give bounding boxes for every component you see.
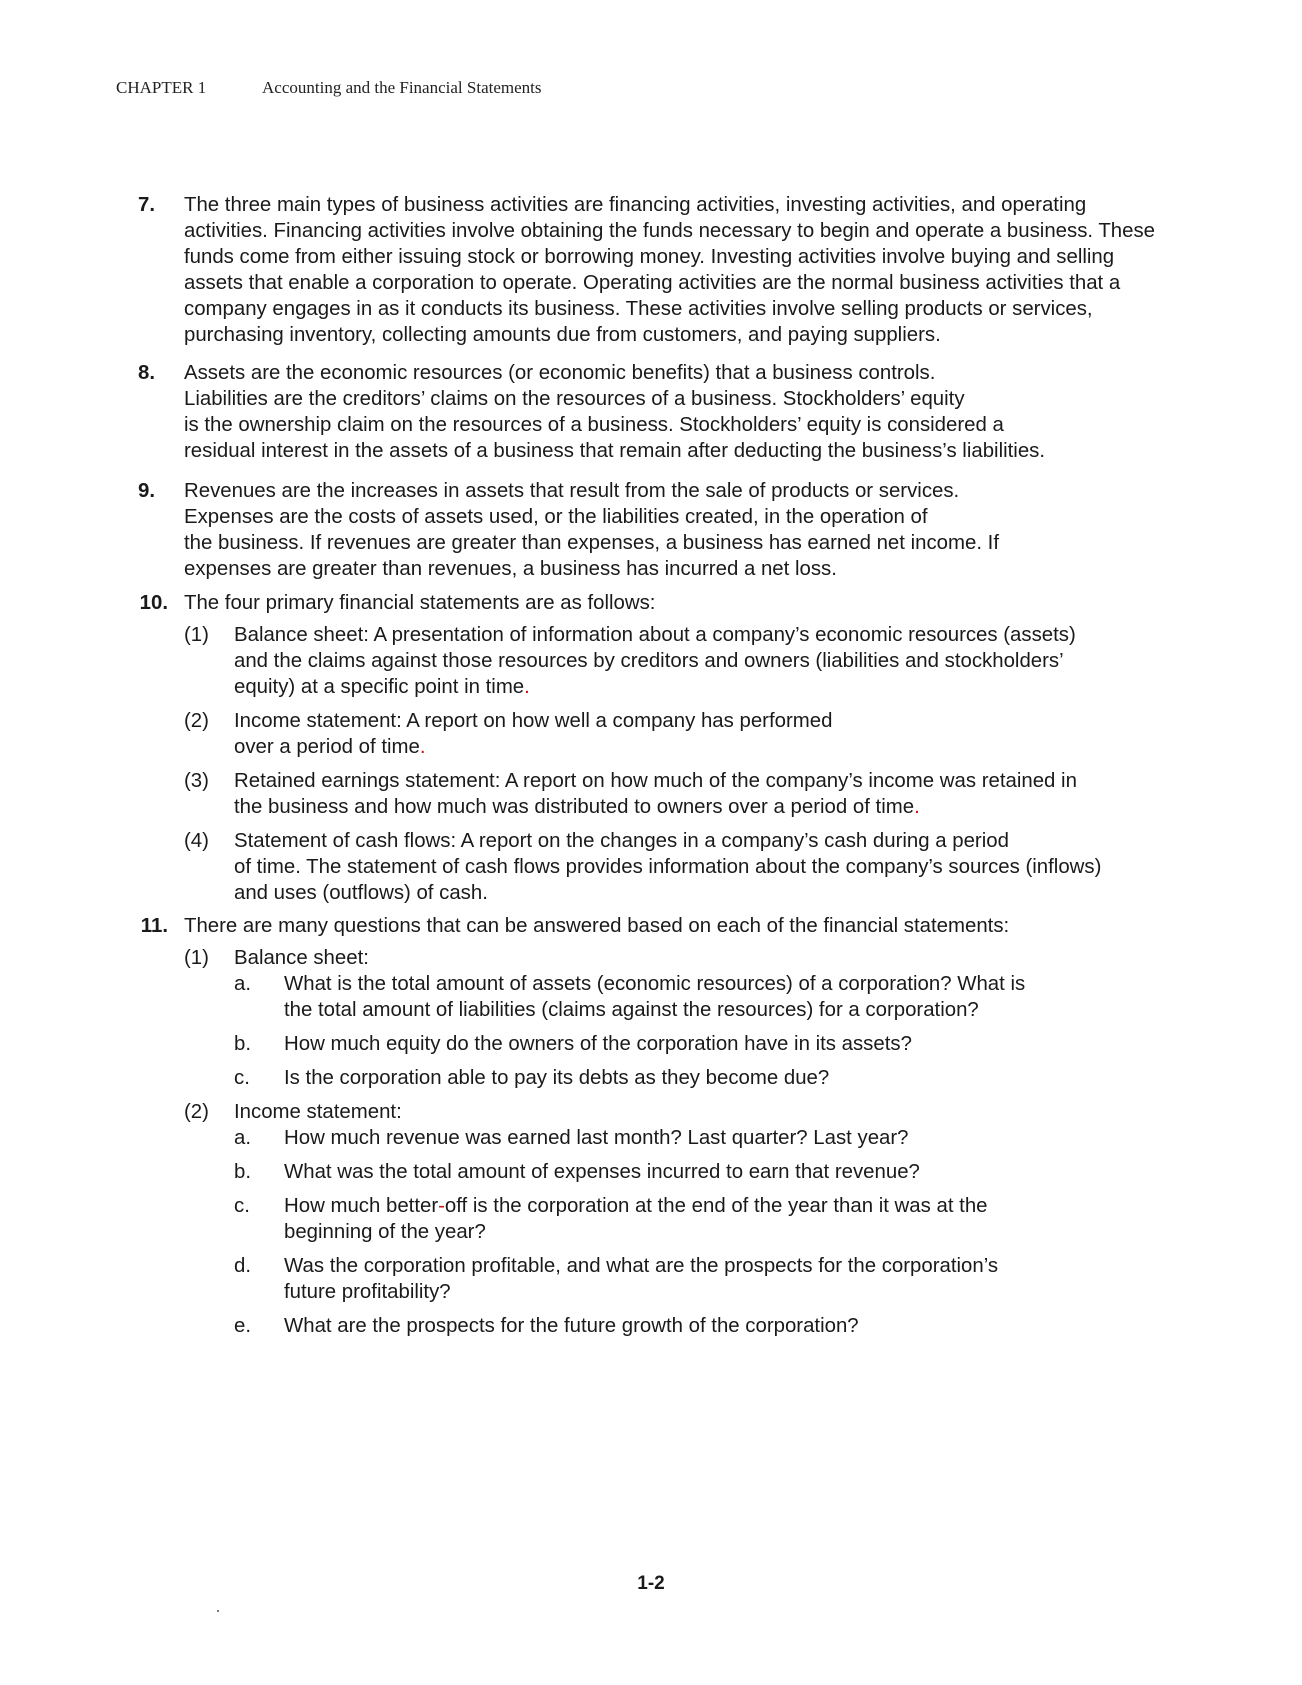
item-line: Income statement: A report on how well a company has performed — [234, 710, 833, 732]
answer-number: 11. — [140, 915, 168, 937]
item-line: over a period of time — [234, 736, 420, 758]
statement-label: Balance sheet: — [234, 947, 369, 969]
question-item — [234, 1159, 1170, 1185]
page-number: 1-2 — [637, 1573, 665, 1594]
answer-line: Revenues are the increases in assets that result from the sale of products or services. — [184, 480, 960, 502]
answer-intro: The four primary financial statements are as follows: — [184, 592, 656, 614]
answer-line: Assets are the economic resources (or economic benefits) that a business controls. — [184, 362, 936, 384]
chapter-title: Accounting and the Financial Statements — [262, 78, 542, 97]
answer-intro: There are many questions that can be answered based on each of the financial statements: — [184, 915, 1010, 937]
answer-11 — [130, 913, 1170, 1339]
item-line: Statement of cash flows: A report on the changes in a company’s cash during a period — [234, 830, 1009, 852]
answer-line: Liabilities are the creditors’ claims on the resources of a business. Stockholders’ equity — [184, 388, 965, 410]
answer-7 — [130, 192, 1164, 348]
answer-line: residual interest in the assets of a business that remain after deducting the business’s liabilities. — [184, 440, 1046, 462]
answer-list — [130, 192, 1170, 1339]
question-item — [234, 1193, 1024, 1245]
question-letter: a. — [234, 1127, 252, 1149]
question-letter: b. — [234, 1033, 252, 1055]
question-text: What was the total amount of expenses incurred to earn that revenue? — [284, 1161, 920, 1183]
item-text: Retained earnings statement: A report on how much of the company’s income was retained in the business and how much was distributed to owners over a period of time — [234, 770, 1077, 818]
answer-9 — [130, 478, 1170, 582]
answer-line: expenses are greater than revenues, a business has incurred a net loss. — [184, 558, 837, 580]
item-number: (1) — [184, 947, 209, 969]
item-number: (2) — [184, 710, 209, 732]
answer-text: The three main types of business activities are financing activities, investing activities, and operating activities. Financing activities involve obtaining the funds necessary to begin and operate a business. These funds come from either issuing stock or borrowing money. Investing activities involve buying and selling assets that enable a corporation to operate. Operating activities are the normal business activities that a company engages in as it conducts its business. These activities involve selling products or services, purchasing inventory, collecting amounts due from customers, and paying suppliers. — [184, 194, 1156, 346]
answer-number: 10. — [139, 592, 168, 614]
answer-line: the business. If revenues are greater than expenses, a business has earned net income. If — [184, 532, 999, 554]
question-letter: c. — [234, 1195, 250, 1217]
item-number: (1) — [184, 624, 209, 646]
question-item — [234, 1031, 1170, 1057]
item-end: . — [419, 736, 426, 758]
statement-item — [184, 708, 1170, 760]
item-line: and uses (outflows) of cash. — [234, 882, 488, 904]
item-end: . — [524, 676, 530, 698]
answer-number: 7. — [138, 194, 156, 216]
item-end: . — [914, 796, 920, 818]
question-text: How much equity do the owners of the corporation have in its assets? — [284, 1033, 912, 1055]
question-text: How much revenue was earned last month? Last quarter? Last year? — [284, 1127, 909, 1149]
scan-speck — [217, 1610, 219, 1612]
chapter-label: CHAPTER 1 — [116, 78, 207, 97]
item-line: of time. The statement of cash flows provides information about the company’s sources (inflows) — [234, 856, 1102, 878]
statement-questions-income — [184, 1099, 1170, 1339]
question-letter: c. — [234, 1067, 250, 1089]
question-item — [234, 971, 1044, 1023]
question-letter: a. — [234, 973, 252, 995]
question-item — [234, 1065, 1170, 1091]
answer-line: is the ownership claim on the resources of a business. Stockholders’ equity is considered a — [184, 414, 1004, 436]
question-letter: d. — [234, 1255, 252, 1277]
question-letter: b. — [234, 1161, 252, 1183]
answer-8 — [130, 360, 1170, 464]
question-text: Was the corporation profitable, and what are the prospects for the corporation’s future profitability? — [284, 1255, 999, 1303]
question-item — [234, 1313, 1170, 1339]
answer-number: 8. — [138, 362, 156, 384]
item-number: (4) — [184, 830, 209, 852]
question-text: What are the prospects for the future growth of the corporation? — [284, 1315, 859, 1337]
question-hyphen: - — [438, 1195, 445, 1217]
question-item — [234, 1125, 1170, 1151]
statement-item — [184, 768, 1084, 820]
statement-questions-balance — [184, 945, 1170, 1091]
answer-line: Expenses are the costs of assets used, or the liabilities created, in the operation of — [184, 506, 928, 528]
statement-item — [184, 622, 1094, 700]
question-item — [234, 1253, 1054, 1305]
item-number: (3) — [184, 770, 209, 792]
question-letter: e. — [234, 1315, 252, 1337]
question-text: What is the total amount of assets (economic resources) of a corporation? What is the total amount of liabilities (claims against the resources) for a corporation? — [284, 973, 1026, 1021]
question-text: How much better — [284, 1195, 439, 1217]
question-text: off is the corporation at the end of the year than it was at the beginning of the year? — [284, 1195, 988, 1243]
running-header — [116, 78, 542, 98]
answer-number: 9. — [138, 480, 156, 502]
item-number: (2) — [184, 1101, 209, 1123]
item-text: Balance sheet: A presentation of information about a company’s economic resources (assets) and the claims against those resources by creditors and owners (liabilities and stockholders’ equity) at a specific point in time — [234, 624, 1076, 698]
statement-item — [184, 828, 1170, 906]
question-text: Is the corporation able to pay its debts as they become due? — [284, 1067, 830, 1089]
answer-10 — [130, 590, 1170, 906]
statement-label: Income statement: — [234, 1101, 402, 1123]
